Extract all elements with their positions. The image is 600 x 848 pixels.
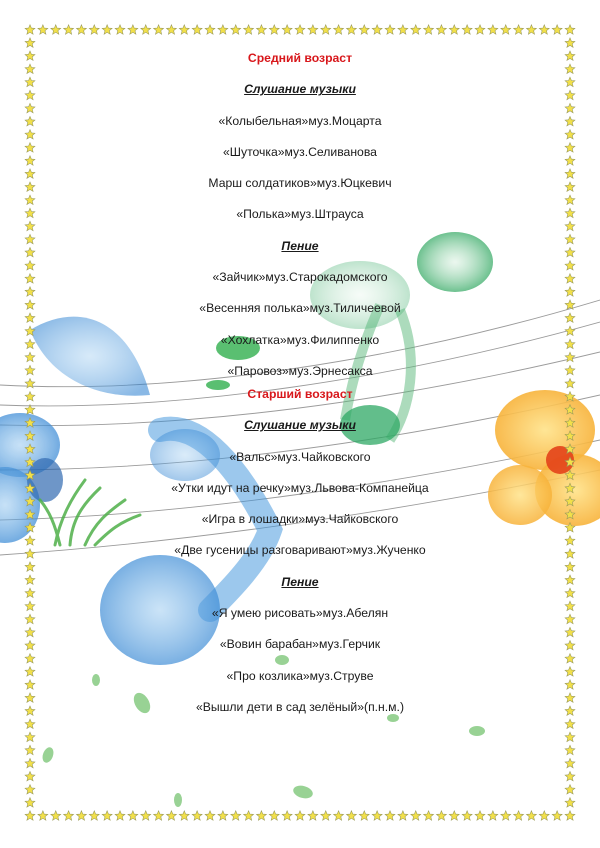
border-star-icon xyxy=(565,352,575,361)
border-star-icon xyxy=(64,811,74,820)
border-star-icon xyxy=(244,25,254,34)
border-star-icon xyxy=(192,811,202,820)
border-star-icon xyxy=(565,811,575,820)
border-star-icon xyxy=(449,811,459,820)
border-star-icon xyxy=(77,25,87,34)
border-star-icon xyxy=(514,25,524,34)
border-star-icon xyxy=(565,64,575,73)
border-star-icon xyxy=(437,25,447,34)
border-star-icon xyxy=(25,313,35,322)
border-star-icon xyxy=(205,25,215,34)
border-star-icon xyxy=(25,496,35,505)
border-star-icon xyxy=(141,811,151,820)
heading-listening: Слушание музыки xyxy=(244,418,356,433)
border-star-icon xyxy=(25,798,35,807)
border-star-icon xyxy=(128,811,138,820)
border-star-icon xyxy=(565,680,575,689)
border-star-icon xyxy=(25,601,35,610)
border-star-icon xyxy=(231,25,241,34)
border-star-icon xyxy=(565,693,575,702)
list-item: «Вовин барабан»муз.Герчик xyxy=(219,637,381,652)
border-star-icon xyxy=(179,811,189,820)
border-star-icon xyxy=(25,248,35,257)
border-star-icon xyxy=(565,706,575,715)
border-star-icon xyxy=(231,811,241,820)
border-star-icon xyxy=(25,379,35,388)
border-star-icon xyxy=(398,811,408,820)
border-star-icon xyxy=(25,208,35,217)
border-star-icon xyxy=(565,234,575,243)
border-star-icon xyxy=(565,536,575,545)
border-star-icon xyxy=(167,25,177,34)
border-star-icon xyxy=(25,431,35,440)
section-title-middle: Средний возраст xyxy=(247,51,353,65)
border-star-icon xyxy=(514,811,524,820)
border-star-icon xyxy=(565,379,575,388)
list-item: «Вышли дети в сад зелёный»(п.н.м.) xyxy=(195,699,404,714)
border-star-icon xyxy=(25,77,35,86)
border-star-icon xyxy=(25,483,35,492)
border-star-icon xyxy=(565,719,575,728)
border-star-icon xyxy=(25,627,35,636)
border-star-icon xyxy=(565,130,575,139)
border-star-icon xyxy=(115,25,125,34)
border-star-icon xyxy=(25,169,35,178)
list-item: «Колыбельная»муз.Моцарта xyxy=(218,113,382,128)
border-star-icon xyxy=(565,470,575,479)
border-star-icon xyxy=(25,365,35,374)
border-star-icon xyxy=(565,313,575,322)
border-star-icon xyxy=(565,77,575,86)
border-star-icon xyxy=(38,811,48,820)
border-star-icon xyxy=(565,392,575,401)
border-star-icon xyxy=(488,25,498,34)
border-star-icon xyxy=(77,811,87,820)
border-star-icon xyxy=(102,25,112,34)
border-star-icon xyxy=(372,25,382,34)
border-star-icon xyxy=(25,719,35,728)
border-star-icon xyxy=(25,221,35,230)
border-star-icon xyxy=(102,811,112,820)
heading-listening: Слушание музыки xyxy=(244,82,356,97)
border-star-icon xyxy=(565,457,575,466)
border-star-icon xyxy=(334,25,344,34)
border-star-icon xyxy=(25,352,35,361)
border-star-icon xyxy=(565,38,575,47)
list-item: «Про козлика»муз.Струве xyxy=(226,668,374,683)
border-star-icon xyxy=(25,706,35,715)
border-star-icon xyxy=(347,811,357,820)
border-star-icon xyxy=(25,38,35,47)
border-star-icon xyxy=(462,25,472,34)
border-star-icon xyxy=(565,772,575,781)
list-item: «Я умею рисовать»муз.Абелян xyxy=(211,606,389,621)
border-star-icon xyxy=(64,25,74,34)
border-star-icon xyxy=(89,25,99,34)
list-item: Марш солдатиков»муз.Юцкевич xyxy=(208,176,392,191)
border-star-icon xyxy=(565,90,575,99)
border-star-icon xyxy=(25,274,35,283)
border-star-icon xyxy=(25,470,35,479)
border-star-icon xyxy=(89,811,99,820)
border-star-icon xyxy=(565,182,575,191)
border-star-icon xyxy=(167,811,177,820)
border-star-icon xyxy=(25,523,35,532)
border-star-icon xyxy=(25,641,35,650)
border-star-icon xyxy=(565,654,575,663)
border-star-icon xyxy=(565,575,575,584)
border-star-icon xyxy=(282,811,292,820)
document-content xyxy=(40,47,560,727)
border-star-icon xyxy=(25,405,35,414)
section-title-senior: Старший возраст xyxy=(247,386,353,401)
border-star-icon xyxy=(25,732,35,741)
border-star-icon xyxy=(25,143,35,152)
border-star-icon xyxy=(154,25,164,34)
border-star-icon xyxy=(565,758,575,767)
border-star-icon xyxy=(411,25,421,34)
list-item: «Утки идут на речку»муз.Львова-Компанейца xyxy=(171,480,429,495)
border-star-icon xyxy=(25,745,35,754)
list-item: «Зайчик»муз.Старокадомского xyxy=(212,270,388,285)
border-star-icon xyxy=(565,117,575,126)
border-star-icon xyxy=(565,785,575,794)
border-star-icon xyxy=(462,811,472,820)
border-star-icon xyxy=(141,25,151,34)
border-star-icon xyxy=(552,25,562,34)
border-star-icon xyxy=(565,326,575,335)
border-star-icon xyxy=(25,811,35,820)
border-star-icon xyxy=(25,758,35,767)
border-star-icon xyxy=(25,588,35,597)
border-star-icon xyxy=(25,64,35,73)
list-item: «Две гусеницы разговаривают»муз.Жученко xyxy=(174,543,426,558)
border-star-icon xyxy=(282,25,292,34)
border-star-icon xyxy=(501,25,511,34)
border-star-icon xyxy=(565,627,575,636)
border-star-icon xyxy=(565,156,575,165)
border-star-icon xyxy=(565,261,575,270)
border-star-icon xyxy=(527,25,537,34)
border-star-icon xyxy=(25,772,35,781)
border-star-icon xyxy=(565,641,575,650)
border-star-icon xyxy=(565,549,575,558)
border-star-icon xyxy=(527,811,537,820)
border-star-icon xyxy=(347,25,357,34)
border-star-icon xyxy=(25,444,35,453)
border-star-icon xyxy=(565,483,575,492)
border-star-icon xyxy=(565,510,575,519)
border-star-icon xyxy=(25,182,35,191)
border-star-icon xyxy=(295,811,305,820)
border-star-icon xyxy=(565,103,575,112)
list-item: «Весенняя полька»муз.Тиличеевой xyxy=(199,301,401,316)
border-star-icon xyxy=(25,392,35,401)
border-star-icon xyxy=(437,811,447,820)
border-star-icon xyxy=(565,601,575,610)
border-star-icon xyxy=(565,667,575,676)
border-star-icon xyxy=(424,25,434,34)
border-star-icon xyxy=(565,195,575,204)
border-star-icon xyxy=(308,811,318,820)
border-star-icon xyxy=(257,811,267,820)
border-star-icon xyxy=(372,811,382,820)
list-item: «Полька»муз.Штрауса xyxy=(236,207,364,222)
border-star-icon xyxy=(179,25,189,34)
border-star-icon xyxy=(115,811,125,820)
border-star-icon xyxy=(38,25,48,34)
border-star-icon xyxy=(565,51,575,60)
border-star-icon xyxy=(295,25,305,34)
border-star-icon xyxy=(25,457,35,466)
list-item: «Хохлатка»муз.Филиппенко xyxy=(220,332,380,347)
border-star-icon xyxy=(25,693,35,702)
border-star-icon xyxy=(269,25,279,34)
border-star-icon xyxy=(565,562,575,571)
border-star-icon xyxy=(565,444,575,453)
border-star-icon xyxy=(154,811,164,820)
border-star-icon xyxy=(25,562,35,571)
heading-singing: Пение xyxy=(281,238,319,253)
border-star-icon xyxy=(449,25,459,34)
border-star-icon xyxy=(565,732,575,741)
border-star-icon xyxy=(257,25,267,34)
border-star-icon xyxy=(359,811,369,820)
heading-singing: Пение xyxy=(281,574,319,589)
border-star-icon xyxy=(501,811,511,820)
list-item: «Паровоз»муз.Эрнесакса xyxy=(227,363,373,378)
border-star-icon xyxy=(25,510,35,519)
border-star-icon xyxy=(565,614,575,623)
border-star-icon xyxy=(25,117,35,126)
border-star-icon xyxy=(25,300,35,309)
border-star-icon xyxy=(565,431,575,440)
border-star-icon xyxy=(385,811,395,820)
border-star-icon xyxy=(565,248,575,257)
border-star-icon xyxy=(552,811,562,820)
border-star-icon xyxy=(25,549,35,558)
border-star-icon xyxy=(565,300,575,309)
border-star-icon xyxy=(269,811,279,820)
border-star-icon xyxy=(411,811,421,820)
border-star-icon xyxy=(25,25,35,34)
border-star-icon xyxy=(565,143,575,152)
border-star-icon xyxy=(565,169,575,178)
border-star-icon xyxy=(565,745,575,754)
border-star-icon xyxy=(539,811,549,820)
border-star-icon xyxy=(25,103,35,112)
border-star-icon xyxy=(321,25,331,34)
list-item: «Шуточка»муз.Селиванова xyxy=(223,144,377,159)
border-star-icon xyxy=(565,588,575,597)
border-star-icon xyxy=(25,156,35,165)
border-star-icon xyxy=(25,130,35,139)
border-star-icon xyxy=(565,523,575,532)
border-star-icon xyxy=(25,51,35,60)
border-star-icon xyxy=(25,287,35,296)
border-star-icon xyxy=(25,195,35,204)
border-star-icon xyxy=(25,614,35,623)
border-star-icon xyxy=(475,811,485,820)
border-star-icon xyxy=(475,25,485,34)
border-star-icon xyxy=(565,274,575,283)
border-star-icon xyxy=(398,25,408,34)
border-star-icon xyxy=(25,654,35,663)
border-star-icon xyxy=(308,25,318,34)
border-star-icon xyxy=(244,811,254,820)
border-star-icon xyxy=(25,261,35,270)
border-star-icon xyxy=(192,25,202,34)
border-star-icon xyxy=(565,287,575,296)
border-star-icon xyxy=(25,667,35,676)
border-star-icon xyxy=(424,811,434,820)
border-star-icon xyxy=(565,25,575,34)
border-star-icon xyxy=(205,811,215,820)
border-star-icon xyxy=(218,811,228,820)
border-star-icon xyxy=(565,208,575,217)
border-star-icon xyxy=(539,25,549,34)
list-item: «Вальс»муз.Чайковского xyxy=(229,449,371,464)
border-star-icon xyxy=(565,418,575,427)
border-star-icon xyxy=(25,680,35,689)
border-star-icon xyxy=(565,339,575,348)
border-star-icon xyxy=(565,496,575,505)
border-star-icon xyxy=(334,811,344,820)
border-star-icon xyxy=(25,418,35,427)
border-star-icon xyxy=(359,25,369,34)
border-star-icon xyxy=(25,785,35,794)
border-star-icon xyxy=(385,25,395,34)
border-star-icon xyxy=(25,575,35,584)
border-star-icon xyxy=(565,798,575,807)
border-star-icon xyxy=(128,25,138,34)
border-star-icon xyxy=(565,365,575,374)
border-star-icon xyxy=(25,90,35,99)
border-star-icon xyxy=(25,536,35,545)
border-star-icon xyxy=(25,326,35,335)
border-star-icon xyxy=(218,25,228,34)
border-star-icon xyxy=(25,339,35,348)
border-star-icon xyxy=(51,25,61,34)
border-star-icon xyxy=(25,234,35,243)
border-star-icon xyxy=(488,811,498,820)
border-star-icon xyxy=(565,221,575,230)
border-star-icon xyxy=(321,811,331,820)
border-star-icon xyxy=(565,405,575,414)
border-star-icon xyxy=(51,811,61,820)
list-item: «Игра в лошадки»муз.Чайковского xyxy=(201,512,399,527)
